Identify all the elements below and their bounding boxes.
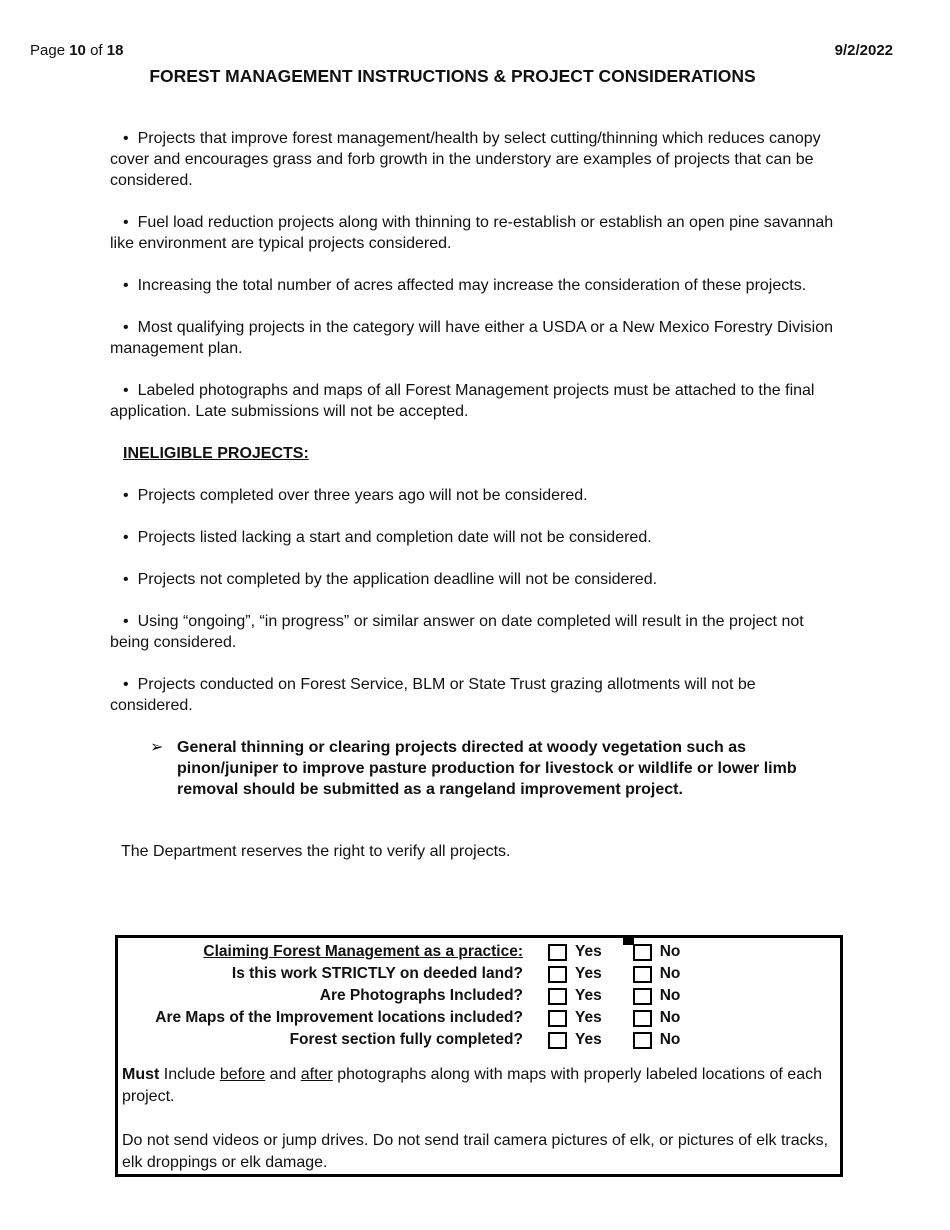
arrow-bullet-icon: ➢ xyxy=(150,739,164,756)
border-artifact xyxy=(623,938,634,945)
must-word: Must xyxy=(122,1066,160,1083)
checklist-row-claiming-practice xyxy=(122,941,836,963)
bullet-text: Fuel load reduction projects along with thinning to re-establish or establish an open pine savannah like environment are typical projects considered. xyxy=(110,214,834,252)
note-text: photographs along with maps with properly labeled locations of each project. xyxy=(122,1066,822,1105)
bullet-text: Most qualifying projects in the category will have either a USDA or a New Mexico Forestry Division management plan. xyxy=(110,319,833,357)
forest-checklist-box xyxy=(115,935,843,1177)
bullet-text: Projects not completed by the application deadline will not be considered. xyxy=(137,571,658,588)
yes-label: Yes xyxy=(575,1009,602,1026)
ineligible-bullet xyxy=(110,569,842,590)
document-title: FOREST MANAGEMENT INSTRUCTIONS & PROJECT CONSIDERATIONS xyxy=(149,66,756,86)
ineligible-projects-heading: INELIGIBLE PROJECTS: xyxy=(123,445,309,462)
bullet-icon: • xyxy=(123,214,129,231)
page-indicator xyxy=(30,42,123,60)
no-label: No xyxy=(659,987,681,1004)
consideration-bullet xyxy=(110,380,842,422)
consideration-bullet xyxy=(110,212,842,254)
no-checkbox-maps[interactable] xyxy=(633,1010,652,1027)
consideration-bullet xyxy=(110,317,842,359)
consideration-bullet xyxy=(110,275,842,296)
row-label: Claiming Forest Management as a practice: xyxy=(203,943,523,960)
page-number: 10 xyxy=(69,42,86,59)
yes-checkbox-claiming-practice[interactable] xyxy=(548,944,567,961)
bullet-text: Projects that improve forest management/health by select cutting/thinning which reduces canopy cover and encourages grass and forb growth in the understory are examples of projects that can be considered. xyxy=(110,130,821,189)
ineligible-bullet xyxy=(110,611,842,653)
yes-label: Yes xyxy=(575,987,602,1004)
no-label: No xyxy=(659,965,681,982)
ineligible-bullet xyxy=(110,485,842,506)
bullet-text: Labeled photographs and maps of all Forest Management projects must be attached to the final application. Late submissions will not be accepted. xyxy=(110,382,815,420)
rangeland-note-text: General thinning or clearing projects directed at woody vegetation such as pinon/juniper to improve pasture production for livestock or wildlife or lower limb removal should be submitted as a rangeland improvement project. xyxy=(177,739,797,798)
rangeland-note xyxy=(110,737,842,800)
checklist-row-photographs xyxy=(122,985,836,1007)
no-checkbox-forest-section[interactable] xyxy=(633,1032,652,1049)
page-total: 18 xyxy=(106,42,124,59)
bullet-text: Projects conducted on Forest Service, BLM or State Trust grazing allotments will not be considered. xyxy=(110,676,756,714)
ineligible-bullet xyxy=(110,527,842,548)
must-include-note xyxy=(122,1064,836,1108)
ineligible-bullet xyxy=(110,674,842,716)
row-label: Forest section fully completed? xyxy=(289,1031,523,1048)
before-word: before xyxy=(219,1066,266,1083)
page-label: Page xyxy=(30,42,66,59)
document-body xyxy=(110,128,842,862)
yes-label: Yes xyxy=(575,1031,602,1048)
no-checkbox-deeded-land[interactable] xyxy=(633,966,652,983)
yes-label: Yes xyxy=(575,965,602,982)
row-label: Is this work STRICTLY on deeded land? xyxy=(231,965,523,982)
no-label: No xyxy=(659,1009,681,1026)
bullet-icon: • xyxy=(123,613,129,630)
bullet-text: Increasing the total number of acres affected may increase the consideration of these projects. xyxy=(137,277,807,294)
bullet-icon: • xyxy=(123,487,129,504)
no-checkbox-claiming-practice[interactable] xyxy=(633,944,652,961)
of-label: of xyxy=(90,42,103,59)
after-word: after xyxy=(300,1066,333,1083)
no-checkbox-photographs[interactable] xyxy=(633,988,652,1005)
row-label: Are Maps of the Improvement locations included? xyxy=(155,1009,523,1026)
note-text: Include xyxy=(159,1066,220,1083)
note-text: and xyxy=(265,1066,301,1083)
bullet-text: Using “ongoing”, “in progress” or similar answer on date completed will result in the project not being considered. xyxy=(110,613,804,651)
bullet-icon: • xyxy=(123,571,129,588)
verify-statement: The Department reserves the right to verify all projects. xyxy=(121,843,511,860)
checklist-row-forest-section xyxy=(122,1029,836,1051)
row-label: Are Photographs Included? xyxy=(319,987,523,1004)
bullet-icon: • xyxy=(123,529,129,546)
yes-checkbox-deeded-land[interactable] xyxy=(548,966,567,983)
bullet-icon: • xyxy=(123,676,129,693)
bullet-icon: • xyxy=(123,319,129,336)
no-label: No xyxy=(659,943,681,960)
bullet-text: Projects listed lacking a start and completion date will not be considered. xyxy=(137,529,652,546)
yes-label: Yes xyxy=(575,943,602,960)
bullet-icon: • xyxy=(123,382,129,399)
yes-checkbox-photographs[interactable] xyxy=(548,988,567,1005)
do-not-send-note: Do not send videos or jump drives. Do not send trail camera pictures of elk, or pictures of elk tracks, elk droppings or elk damage. xyxy=(122,1132,829,1171)
yes-checkbox-forest-section[interactable] xyxy=(548,1032,567,1049)
no-label: No xyxy=(659,1031,681,1048)
document-date: 9/2/2022 xyxy=(834,42,893,59)
bullet-icon: • xyxy=(123,277,129,294)
checklist-row-deeded-land xyxy=(122,963,836,985)
bullet-icon: • xyxy=(123,130,129,147)
checklist-row-maps xyxy=(122,1007,836,1029)
yes-checkbox-maps[interactable] xyxy=(548,1010,567,1027)
consideration-bullet xyxy=(110,128,842,191)
bullet-text: Projects completed over three years ago will not be considered. xyxy=(137,487,588,504)
